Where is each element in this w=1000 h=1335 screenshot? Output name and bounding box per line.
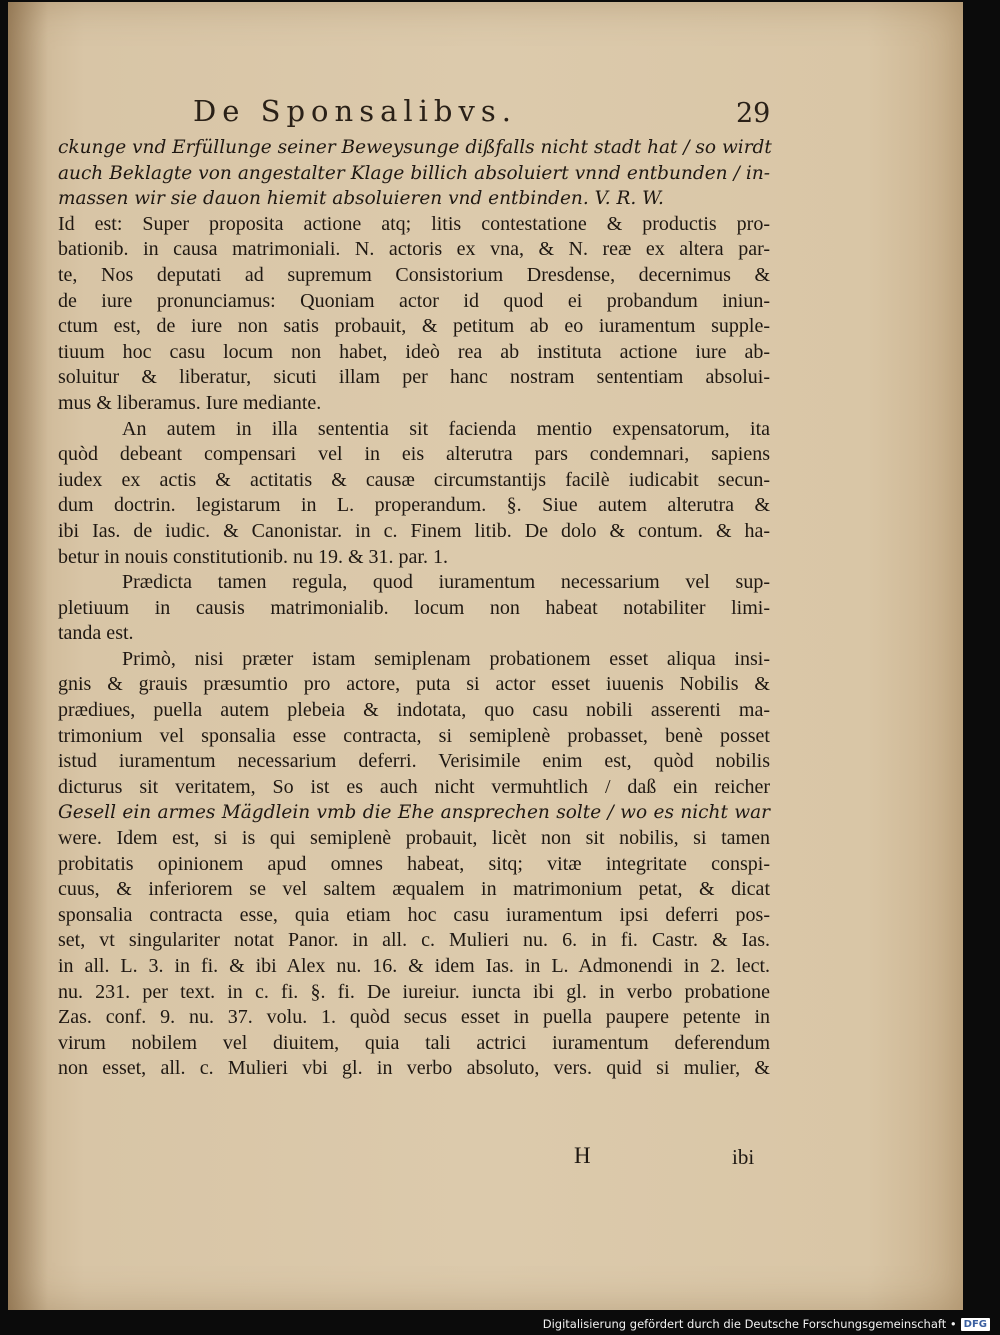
text-line: non esset, all. c. Mulieri vbi gl. in verbo absoluto, vers. quid si mulier, &: [58, 1057, 770, 1080]
text-line: virum nobilem vel diuitem, quia tali actrici iuramentum deferendum: [58, 1031, 770, 1054]
text-line: Id est: Super proposita actione atq; litis contestatione & productis pro-: [58, 212, 770, 235]
text-line: mus & liberamus. Iure mediante.: [58, 391, 322, 414]
page-number: 29: [736, 98, 771, 129]
text-line: ckunge vnd Erfüllunge seiner Beweysunge dißfalls nicht stadt hat / so wirdt: [58, 137, 772, 158]
book-page: [8, 2, 963, 1310]
body-text: [58, 135, 770, 1082]
catchword: ibi: [732, 1145, 755, 1169]
text-line: de iure pronunciamus: Quoniam actor id quod ei probandum iniun-: [58, 289, 770, 312]
text-line: Prædicta tamen regula, quod iuramentum necessarium vel sup-: [122, 571, 770, 594]
text-line: set, vt singulariter notat Panor. in all. c. Mulieri nu. 6. in fi. Castr. & Ias.: [58, 929, 770, 952]
text-line: massen wir sie dauon hiemit absoluieren vnd entbinden. V. R. W.: [58, 188, 664, 210]
text-line: betur in nouis constitutionib. nu 19. & 31. par. 1.: [58, 545, 448, 568]
text-line: ctum est, de iure non satis probauit, & petitum ab eo iuramentum supple-: [58, 315, 770, 338]
text-line: sponsalia contracta esse, quia etiam hoc casu iuramentum ipsi deferri pos-: [58, 903, 770, 926]
text-line: te, Nos deputati ad supremum Consistorium Dresdense, decernimus &: [58, 263, 770, 286]
running-head: De Sponsalibvs.: [193, 94, 517, 128]
text-line: ibi Ias. de iudic. & Canonistar. in c. Finem litib. De dolo & contum. & ha-: [58, 519, 770, 542]
text-line: gnis & grauis præsumtio pro actore, puta si actor esset iuuenis Nobilis &: [58, 673, 770, 696]
text-line: probitatis opinionem apud omnes habeat, sitq; vitæ integritate conspi-: [58, 852, 770, 875]
text-line: tanda est.: [58, 622, 134, 645]
signature-mark: H: [574, 1143, 591, 1168]
text-line: cuus, & inferiorem se vel saltem æqualem in matrimonium petat, & dicat: [58, 878, 770, 901]
text-line: in all. L. 3. in fi. & ibi Alex nu. 16. & idem Ias. in L. Admonendi in 2. lect.: [58, 955, 770, 977]
dfg-logo-icon: DFG: [961, 1318, 990, 1331]
digitization-credit: [543, 1317, 990, 1331]
text-line: istud iuramentum necessarium deferri. Verisimile enim est, quòd nobilis: [58, 750, 770, 773]
text-line: prædiues, puella autem plebeia & indotata, quo casu nobili asserenti ma-: [58, 699, 770, 722]
text-line: dum doctrin. legistarum in L. properandum. §. Siue autem alterutra &: [58, 494, 770, 517]
text-line: trimonium vel sponsalia esse contracta, si semiplenè probasset, benè posset: [58, 724, 770, 747]
text-line: nu. 231. per text. in c. fi. §. fi. De iureiur. iuncta ibi gl. in verbo probatione: [58, 980, 770, 1003]
text-line: An autem in illa sententia sit facienda mentio expensatorum, ita: [122, 417, 770, 440]
text-line: iudex ex actis & actitatis & causæ circumstantijs facilè iudicabit secun-: [58, 468, 770, 491]
credit-text: Digitalisierung gefördert durch die Deutsche Forschungsgemeinschaft •: [542, 1317, 957, 1331]
text-line: Gesell ein armes Mägdlein vmb die Ehe ansprechen solte / wo es nicht war: [58, 802, 770, 824]
page-gutter-shadow: [8, 2, 48, 1310]
text-line: auch Beklagte von angestalter Klage billich absoluiert vnnd entbunden / in-: [58, 162, 770, 184]
text-line: Zas. conf. 9. nu. 37. volu. 1. quòd secus esset in puella paupere petente in: [58, 1006, 770, 1029]
text-line: were. Idem est, si is qui semiplenè probauit, licèt non sit nobilis, si tamen: [58, 827, 770, 850]
text-line: soluitur & liberatur, sicuti illam per hanc nostram sententiam absolui-: [58, 366, 770, 389]
text-line: pletiuum in causis matrimonialib. locum non habeat notabiliter limi-: [58, 596, 770, 619]
text-line: quòd debeant compensari vel in eis alterutra pars condemnari, sapiens: [58, 443, 770, 466]
text-line: dicturus sit veritatem, So ist es auch nicht vermuhtlich / daß ein reicher: [58, 775, 770, 798]
text-line: Primò, nisi præter istam semiplenam probationem esset aliqua insi-: [122, 647, 770, 670]
text-line: bationib. in causa matrimoniali. N. actoris ex vna, & N. reæ ex altera par-: [58, 238, 770, 261]
text-line: tiuum hoc casu locum non habet, ideò rea ab instituta actione iure ab-: [58, 340, 770, 363]
